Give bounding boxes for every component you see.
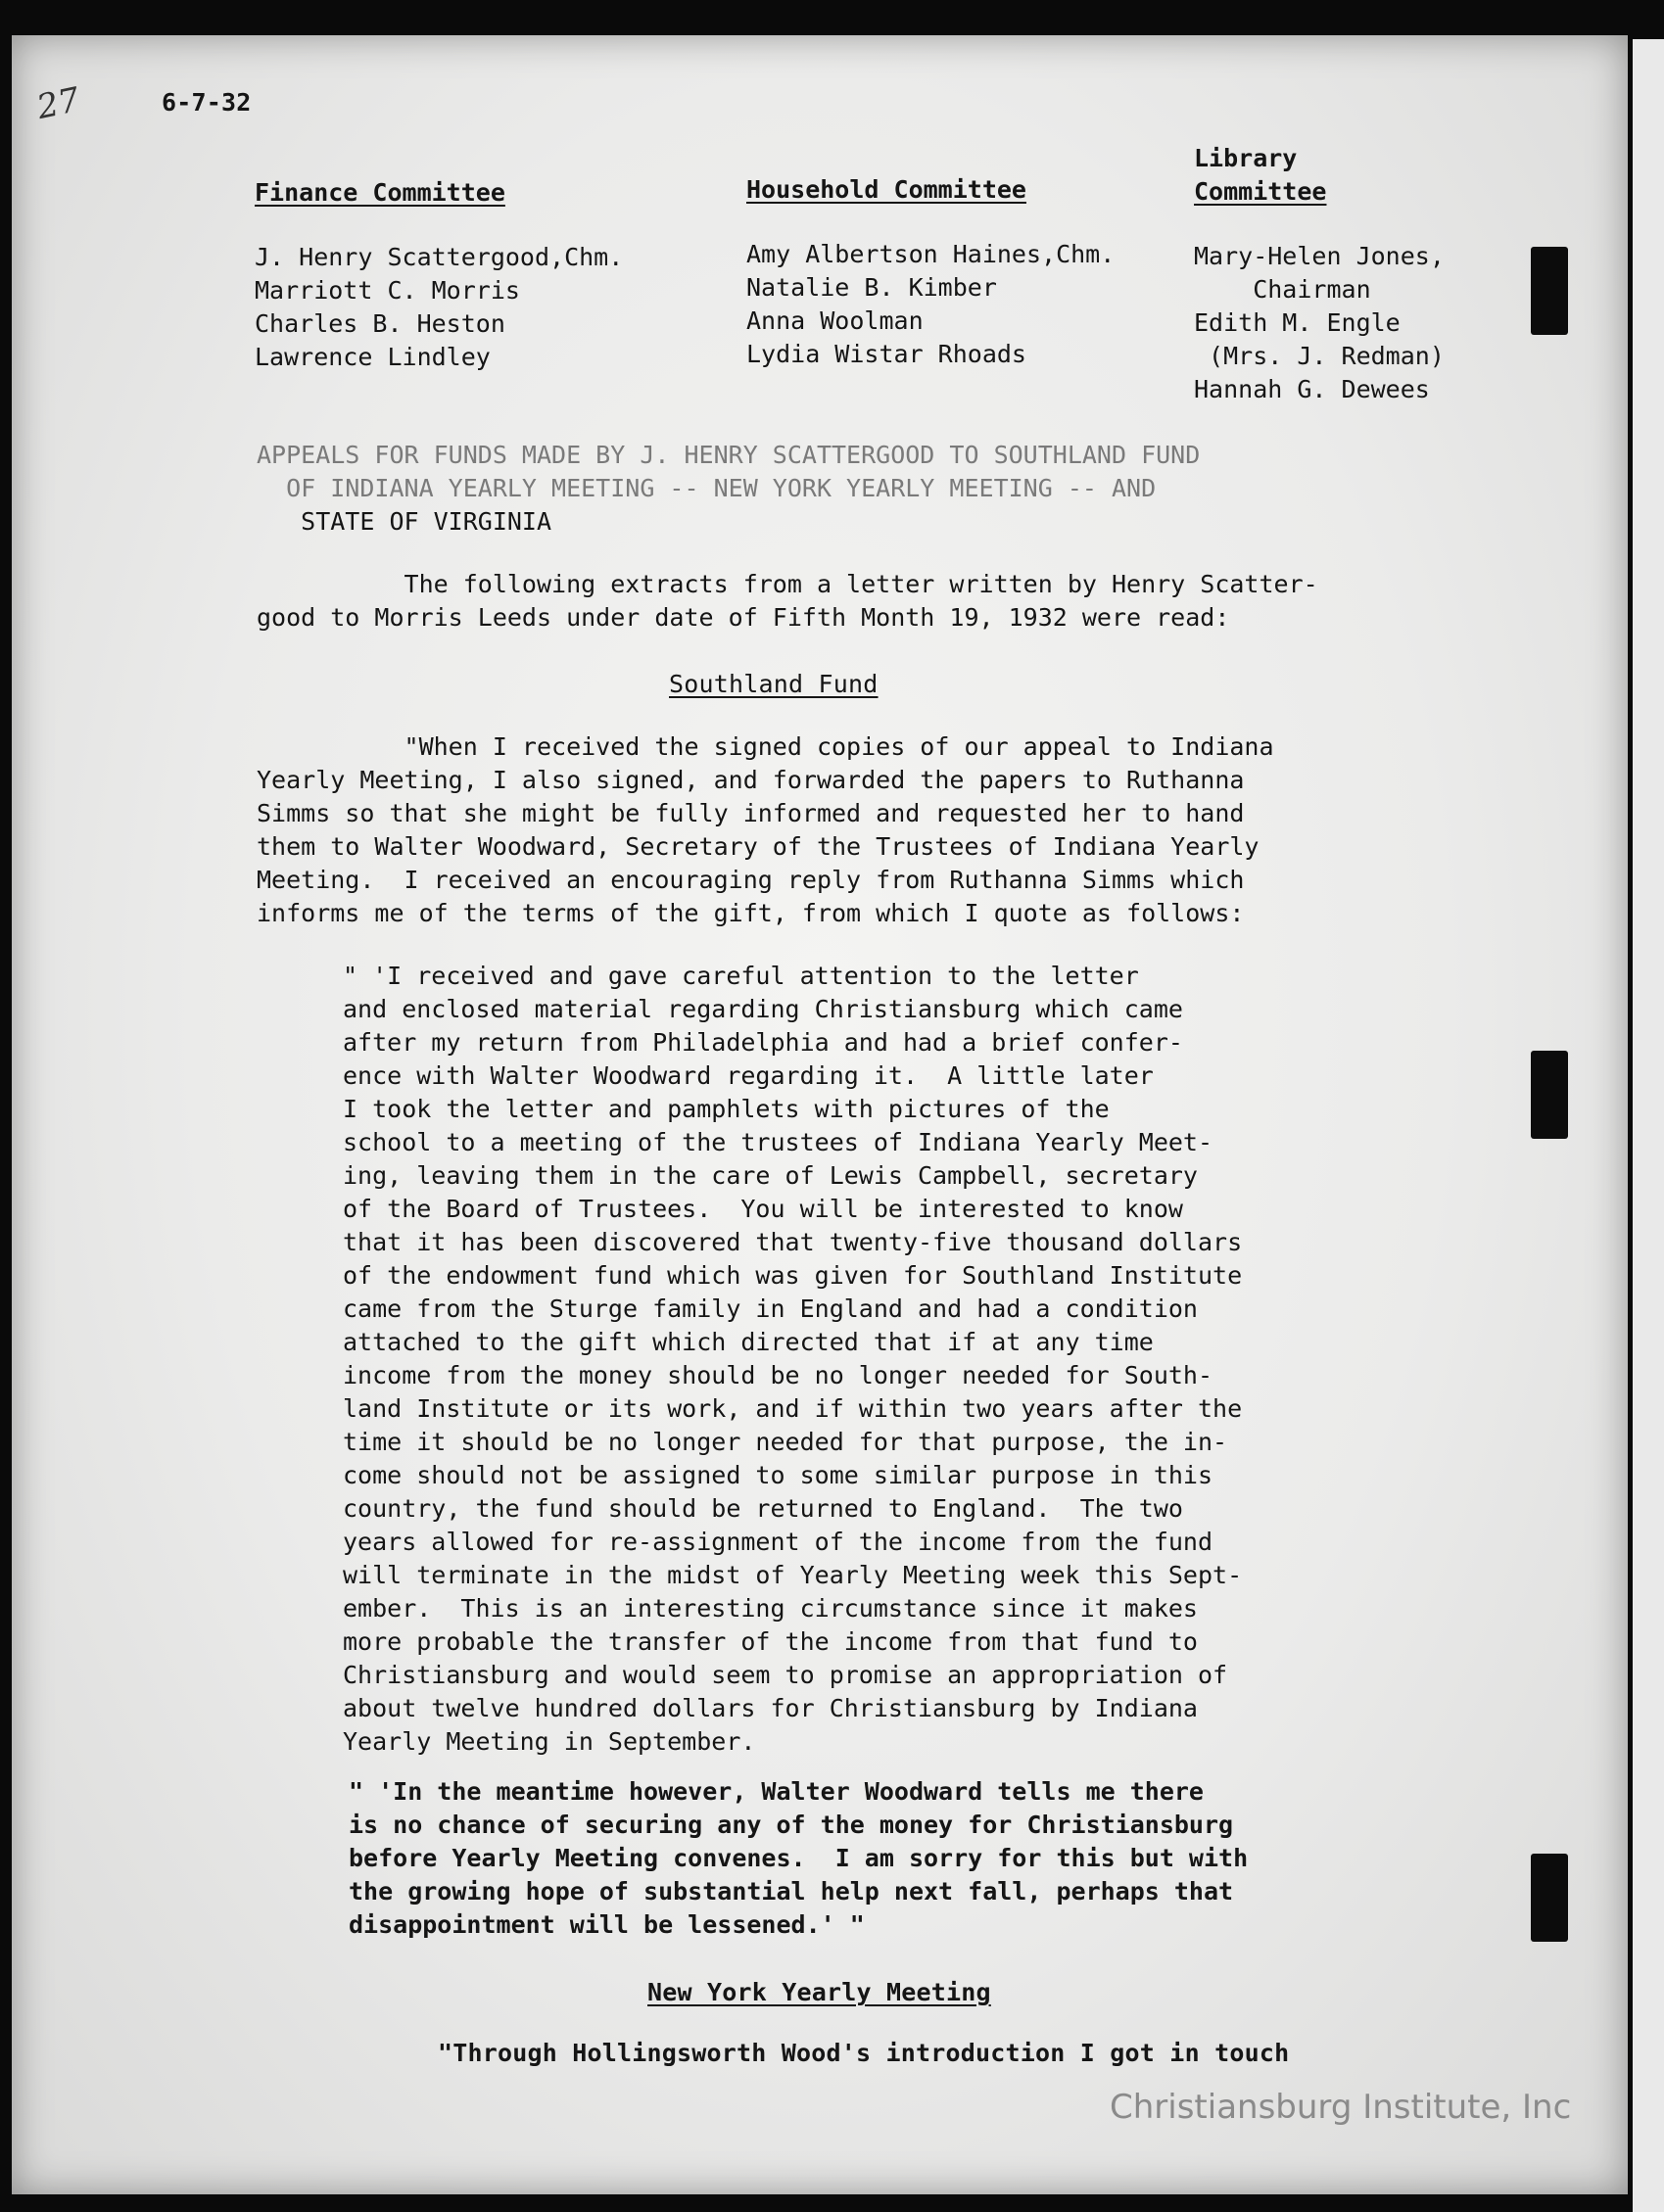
quote-line: disappointment will be lessened.' "	[349, 1910, 865, 1939]
committee-member: Lawrence Lindley	[255, 343, 491, 371]
committee-member: Marriott C. Morris	[255, 276, 520, 305]
quote-line: Christiansburg and would seem to promise an appropriation of	[343, 1661, 1228, 1689]
appeals-heading-line: OF INDIANA YEARLY MEETING -- NEW YORK YEARLY MEETING -- AND	[257, 474, 1157, 502]
index-tab-middle	[1531, 1051, 1568, 1139]
quote-line: " 'In the meantime however, Walter Woodward tells me there	[349, 1777, 1204, 1806]
committee-member: Hannah G. Dewees	[1194, 375, 1430, 403]
quote-line: after my return from Philadelphia and had a brief confer-	[343, 1028, 1183, 1057]
quote-line: of the endowment fund which was given for Southland Institute	[343, 1261, 1243, 1290]
quoted-reply-paragraph	[343, 960, 1242, 1759]
quote-line: ember. This is an interesting circumstance since it makes	[343, 1594, 1198, 1623]
new-york-first-line: "Through Hollingsworth Wood's introduction I got in touch	[438, 2039, 1290, 2067]
quote-line: ence with Walter Woodward regarding it. A little later	[343, 1061, 1154, 1090]
letter-line: Yearly Meeting, I also signed, and forwarded the papers to Ruthanna	[257, 766, 1245, 794]
committee-member: Charles B. Heston	[255, 309, 505, 338]
index-tab-top	[1531, 247, 1568, 335]
quote-line: income from the money should be no longer needed for South-	[343, 1361, 1213, 1389]
committee-member: J. Henry Scattergood,Chm.	[255, 243, 624, 271]
letter-line: informs me of the terms of the gift, from which I quote as follows:	[257, 899, 1245, 927]
quote-line: will terminate in the midst of Yearly Meeting week this Sept-	[343, 1561, 1243, 1589]
quote-line: before Yearly Meeting convenes. I am sorry for this but with	[349, 1844, 1249, 1872]
quote-line: years allowed for re-assignment of the income from the fund	[343, 1528, 1213, 1556]
intro-paragraph	[257, 568, 1318, 635]
committee-member: Edith M. Engle	[1194, 308, 1401, 337]
quote-line: Yearly Meeting in September.	[343, 1727, 756, 1756]
quote-line: country, the fund should be returned to England. The two	[343, 1494, 1183, 1523]
committee-member: Mary-Helen Jones,	[1194, 242, 1445, 270]
document-date: 6-7-32	[162, 88, 252, 117]
quote-line: land Institute or its work, and if within two years after the	[343, 1394, 1243, 1423]
index-tab-bottom	[1531, 1854, 1568, 1942]
committee-member: Amy Albertson Haines,Chm.	[746, 240, 1116, 268]
quote-line: come should not be assigned to some similar purpose in this	[343, 1461, 1213, 1489]
quoted-followup-paragraph	[349, 1775, 1248, 1942]
southland-fund-heading: Southland Fund	[669, 670, 879, 698]
quote-line: that it has been discovered that twenty-five thousand dollars	[343, 1228, 1243, 1256]
quote-line: attached to the gift which directed that if at any time	[343, 1328, 1154, 1356]
margin-annotation: 27	[33, 79, 83, 128]
intro-line: The following extracts from a letter written by Henry Scatter-	[257, 570, 1318, 598]
committee-member: (Mrs. J. Redman)	[1194, 342, 1445, 370]
letter-paragraph	[257, 730, 1274, 930]
household-committee	[746, 173, 1115, 371]
appeals-heading-line: STATE OF VIRGINIA	[257, 507, 552, 536]
watermark: Christiansburg Institute, Inc	[1110, 2088, 1572, 2127]
quote-line: and enclosed material regarding Christiansburg which came	[343, 995, 1183, 1023]
committee-member: Chairman	[1194, 275, 1371, 304]
letter-line: Meeting. I received an encouraging reply from Ruthanna Simms which	[257, 866, 1245, 894]
letter-line: Simms so that she might be fully informed and requested her to hand	[257, 799, 1245, 827]
library-committee	[1194, 142, 1445, 406]
appeals-heading-line: APPEALS FOR FUNDS MADE BY J. HENRY SCATTERGOOD TO SOUTHLAND FUND	[257, 441, 1201, 469]
library-committee-title-line1: Library	[1194, 144, 1298, 172]
committee-member: Natalie B. Kimber	[746, 273, 997, 302]
committee-member: Anna Woolman	[746, 306, 924, 335]
finance-committee	[255, 176, 623, 374]
quote-line: more probable the transfer of the income from that fund to	[343, 1627, 1198, 1656]
quote-line: " 'I received and gave careful attention to the letter	[343, 962, 1139, 990]
new-york-yearly-meeting-heading: New York Yearly Meeting	[647, 1978, 991, 2006]
quote-line: time it should be no longer needed for that purpose, the in-	[343, 1428, 1228, 1456]
appeals-heading	[257, 439, 1200, 539]
quote-line: of the Board of Trustees. You will be interested to know	[343, 1195, 1183, 1223]
quote-line: ing, leaving them in the care of Lewis Campbell, secretary	[343, 1161, 1198, 1190]
committee-member: Lydia Wistar Rhoads	[746, 340, 1026, 368]
quote-line: is no chance of securing any of the money for Christiansburg	[349, 1811, 1234, 1839]
intro-line: good to Morris Leeds under date of Fifth Month 19, 1932 were read:	[257, 603, 1230, 632]
quote-line: school to a meeting of the trustees of Indiana Yearly Meet-	[343, 1128, 1213, 1156]
household-committee-title: Household Committee	[746, 175, 1026, 204]
adjacent-page-edge	[1633, 39, 1664, 2212]
quote-line: I took the letter and pamphlets with pictures of the	[343, 1095, 1110, 1123]
quote-line: came from the Sturge family in England and had a condition	[343, 1294, 1198, 1323]
quote-line: about twelve hundred dollars for Christiansburg by Indiana	[343, 1694, 1198, 1722]
letter-line: them to Walter Woodward, Secretary of the Trustees of Indiana Yearly	[257, 832, 1260, 861]
letter-line: "When I received the signed copies of our appeal to Indiana	[257, 732, 1274, 761]
library-committee-title-line2: Committee	[1194, 177, 1327, 206]
quote-line: the growing hope of substantial help next fall, perhaps that	[349, 1877, 1234, 1906]
finance-committee-title: Finance Committee	[255, 178, 505, 207]
